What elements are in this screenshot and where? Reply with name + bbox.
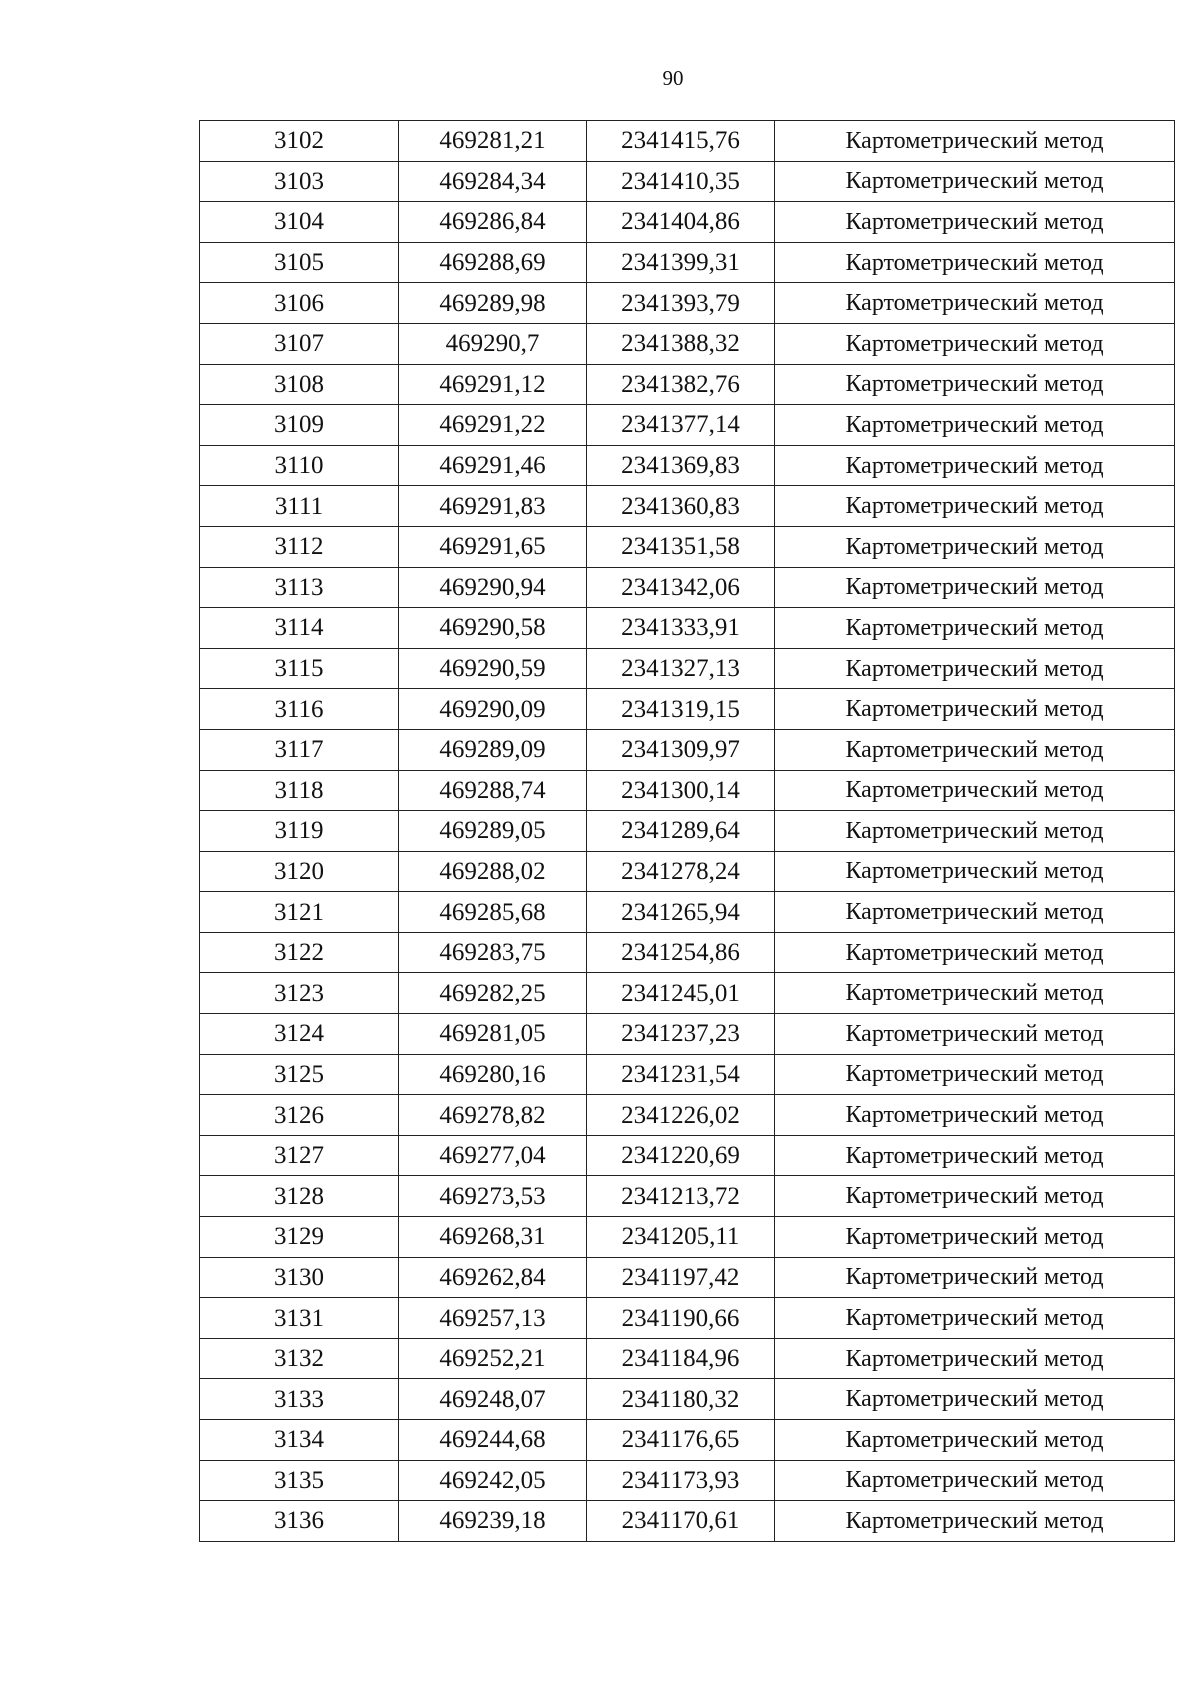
- method-cell: Картометрический метод: [775, 526, 1175, 567]
- point-number-cell: 3128: [200, 1176, 399, 1217]
- x-coordinate-cell: 469283,75: [399, 932, 587, 973]
- table-row: [200, 486, 1175, 527]
- method-cell: Картометрический метод: [775, 283, 1175, 324]
- point-number-cell: 3131: [200, 1298, 399, 1339]
- method-cell: Картометрический метод: [775, 486, 1175, 527]
- x-coordinate-cell: 469290,94: [399, 567, 587, 608]
- x-coordinate-cell: 469281,21: [399, 121, 587, 162]
- method-cell: Картометрический метод: [775, 121, 1175, 162]
- table-row: [200, 161, 1175, 202]
- x-coordinate-cell: 469248,07: [399, 1379, 587, 1420]
- method-cell: Картометрический метод: [775, 242, 1175, 283]
- x-coordinate-cell: 469288,74: [399, 770, 587, 811]
- point-number-cell: 3125: [200, 1054, 399, 1095]
- point-number-cell: 3130: [200, 1257, 399, 1298]
- y-coordinate-cell: 2341173,93: [587, 1460, 775, 1501]
- x-coordinate-cell: 469282,25: [399, 973, 587, 1014]
- y-coordinate-cell: 2341388,32: [587, 323, 775, 364]
- point-number-cell: 3102: [200, 121, 399, 162]
- y-coordinate-cell: 2341351,58: [587, 526, 775, 567]
- method-cell: Картометрический метод: [775, 1501, 1175, 1542]
- point-number-cell: 3126: [200, 1095, 399, 1136]
- table-row: [200, 1501, 1175, 1542]
- y-coordinate-cell: 2341170,61: [587, 1501, 775, 1542]
- point-number-cell: 3112: [200, 526, 399, 567]
- method-cell: Картометрический метод: [775, 1054, 1175, 1095]
- point-number-cell: 3123: [200, 973, 399, 1014]
- y-coordinate-cell: 2341205,11: [587, 1217, 775, 1258]
- method-cell: Картометрический метод: [775, 851, 1175, 892]
- x-coordinate-cell: 469286,84: [399, 202, 587, 243]
- y-coordinate-cell: 2341415,76: [587, 121, 775, 162]
- method-cell: Картометрический метод: [775, 648, 1175, 689]
- method-cell: Картометрический метод: [775, 1095, 1175, 1136]
- y-coordinate-cell: 2341265,94: [587, 892, 775, 933]
- method-cell: Картометрический метод: [775, 1460, 1175, 1501]
- method-cell: Картометрический метод: [775, 202, 1175, 243]
- table-row: [200, 445, 1175, 486]
- point-number-cell: 3127: [200, 1135, 399, 1176]
- point-number-cell: 3117: [200, 729, 399, 770]
- y-coordinate-cell: 2341220,69: [587, 1135, 775, 1176]
- x-coordinate-cell: 469262,84: [399, 1257, 587, 1298]
- method-cell: Картометрический метод: [775, 1176, 1175, 1217]
- point-number-cell: 3114: [200, 608, 399, 649]
- y-coordinate-cell: 2341342,06: [587, 567, 775, 608]
- x-coordinate-cell: 469290,59: [399, 648, 587, 689]
- point-number-cell: 3136: [200, 1501, 399, 1542]
- y-coordinate-cell: 2341213,72: [587, 1176, 775, 1217]
- y-coordinate-cell: 2341237,23: [587, 1014, 775, 1055]
- x-coordinate-cell: 469289,98: [399, 283, 587, 324]
- y-coordinate-cell: 2341309,97: [587, 729, 775, 770]
- table-row: [200, 973, 1175, 1014]
- method-cell: Картометрический метод: [775, 161, 1175, 202]
- table-row: [200, 1176, 1175, 1217]
- y-coordinate-cell: 2341184,96: [587, 1338, 775, 1379]
- x-coordinate-cell: 469288,69: [399, 242, 587, 283]
- table-row: [200, 1217, 1175, 1258]
- method-cell: Картометрический метод: [775, 445, 1175, 486]
- y-coordinate-cell: 2341360,83: [587, 486, 775, 527]
- x-coordinate-cell: 469288,02: [399, 851, 587, 892]
- table-row: [200, 608, 1175, 649]
- coordinates-table: [199, 120, 1175, 1542]
- table-row: [200, 283, 1175, 324]
- method-cell: Картометрический метод: [775, 1338, 1175, 1379]
- table-row: [200, 242, 1175, 283]
- x-coordinate-cell: 469278,82: [399, 1095, 587, 1136]
- y-coordinate-cell: 2341333,91: [587, 608, 775, 649]
- table-row: [200, 1460, 1175, 1501]
- table-row: [200, 405, 1175, 446]
- method-cell: Картометрический метод: [775, 1298, 1175, 1339]
- y-coordinate-cell: 2341410,35: [587, 161, 775, 202]
- x-coordinate-cell: 469289,09: [399, 729, 587, 770]
- method-cell: Картометрический метод: [775, 811, 1175, 852]
- method-cell: Картометрический метод: [775, 729, 1175, 770]
- x-coordinate-cell: 469290,58: [399, 608, 587, 649]
- y-coordinate-cell: 2341377,14: [587, 405, 775, 446]
- point-number-cell: 3103: [200, 161, 399, 202]
- y-coordinate-cell: 2341404,86: [587, 202, 775, 243]
- y-coordinate-cell: 2341278,24: [587, 851, 775, 892]
- method-cell: Картометрический метод: [775, 1135, 1175, 1176]
- point-number-cell: 3124: [200, 1014, 399, 1055]
- coordinates-table-body: [200, 121, 1175, 1542]
- x-coordinate-cell: 469291,65: [399, 526, 587, 567]
- y-coordinate-cell: 2341369,83: [587, 445, 775, 486]
- method-cell: Картометрический метод: [775, 1379, 1175, 1420]
- table-row: [200, 851, 1175, 892]
- table-row: [200, 323, 1175, 364]
- x-coordinate-cell: 469291,22: [399, 405, 587, 446]
- point-number-cell: 3133: [200, 1379, 399, 1420]
- x-coordinate-cell: 469277,04: [399, 1135, 587, 1176]
- method-cell: Картометрический метод: [775, 932, 1175, 973]
- method-cell: Картометрический метод: [775, 1420, 1175, 1461]
- method-cell: Картометрический метод: [775, 405, 1175, 446]
- method-cell: Картометрический метод: [775, 608, 1175, 649]
- x-coordinate-cell: 469284,34: [399, 161, 587, 202]
- y-coordinate-cell: 2341289,64: [587, 811, 775, 852]
- method-cell: Картометрический метод: [775, 689, 1175, 730]
- point-number-cell: 3115: [200, 648, 399, 689]
- point-number-cell: 3109: [200, 405, 399, 446]
- method-cell: Картометрический метод: [775, 323, 1175, 364]
- point-number-cell: 3135: [200, 1460, 399, 1501]
- table-row: [200, 1095, 1175, 1136]
- x-coordinate-cell: 469289,05: [399, 811, 587, 852]
- x-coordinate-cell: 469252,21: [399, 1338, 587, 1379]
- y-coordinate-cell: 2341245,01: [587, 973, 775, 1014]
- y-coordinate-cell: 2341176,65: [587, 1420, 775, 1461]
- table-row: [200, 1014, 1175, 1055]
- table-row: [200, 1135, 1175, 1176]
- point-number-cell: 3134: [200, 1420, 399, 1461]
- point-number-cell: 3119: [200, 811, 399, 852]
- x-coordinate-cell: 469257,13: [399, 1298, 587, 1339]
- table-row: [200, 811, 1175, 852]
- page-number: 90: [662, 66, 684, 90]
- point-number-cell: 3129: [200, 1217, 399, 1258]
- point-number-cell: 3118: [200, 770, 399, 811]
- point-number-cell: 3113: [200, 567, 399, 608]
- method-cell: Картометрический метод: [775, 1014, 1175, 1055]
- table-row: [200, 648, 1175, 689]
- point-number-cell: 3107: [200, 323, 399, 364]
- table-row: [200, 364, 1175, 405]
- x-coordinate-cell: 469291,12: [399, 364, 587, 405]
- table-row: [200, 729, 1175, 770]
- point-number-cell: 3122: [200, 932, 399, 973]
- point-number-cell: 3120: [200, 851, 399, 892]
- table-row: [200, 932, 1175, 973]
- method-cell: Картометрический метод: [775, 892, 1175, 933]
- point-number-cell: 3132: [200, 1338, 399, 1379]
- table-row: [200, 1338, 1175, 1379]
- point-number-cell: 3121: [200, 892, 399, 933]
- table-row: [200, 1257, 1175, 1298]
- table-row: [200, 1420, 1175, 1461]
- point-number-cell: 3105: [200, 242, 399, 283]
- table-row: [200, 689, 1175, 730]
- y-coordinate-cell: 2341393,79: [587, 283, 775, 324]
- x-coordinate-cell: 469244,68: [399, 1420, 587, 1461]
- y-coordinate-cell: 2341197,42: [587, 1257, 775, 1298]
- y-coordinate-cell: 2341327,13: [587, 648, 775, 689]
- table-row: [200, 1054, 1175, 1095]
- y-coordinate-cell: 2341231,54: [587, 1054, 775, 1095]
- table-row: [200, 770, 1175, 811]
- point-number-cell: 3116: [200, 689, 399, 730]
- method-cell: Картометрический метод: [775, 973, 1175, 1014]
- x-coordinate-cell: 469291,46: [399, 445, 587, 486]
- x-coordinate-cell: 469273,53: [399, 1176, 587, 1217]
- table-row: [200, 1298, 1175, 1339]
- point-number-cell: 3104: [200, 202, 399, 243]
- method-cell: Картометрический метод: [775, 770, 1175, 811]
- y-coordinate-cell: 2341226,02: [587, 1095, 775, 1136]
- table-row: [200, 202, 1175, 243]
- point-number-cell: 3106: [200, 283, 399, 324]
- table-row: [200, 526, 1175, 567]
- y-coordinate-cell: 2341190,66: [587, 1298, 775, 1339]
- point-number-cell: 3111: [200, 486, 399, 527]
- x-coordinate-cell: 469242,05: [399, 1460, 587, 1501]
- x-coordinate-cell: 469268,31: [399, 1217, 587, 1258]
- table-row: [200, 567, 1175, 608]
- table-row: [200, 121, 1175, 162]
- y-coordinate-cell: 2341399,31: [587, 242, 775, 283]
- y-coordinate-cell: 2341300,14: [587, 770, 775, 811]
- method-cell: Картометрический метод: [775, 567, 1175, 608]
- x-coordinate-cell: 469291,83: [399, 486, 587, 527]
- x-coordinate-cell: 469239,18: [399, 1501, 587, 1542]
- method-cell: Картометрический метод: [775, 1257, 1175, 1298]
- y-coordinate-cell: 2341254,86: [587, 932, 775, 973]
- y-coordinate-cell: 2341319,15: [587, 689, 775, 730]
- x-coordinate-cell: 469280,16: [399, 1054, 587, 1095]
- method-cell: Картометрический метод: [775, 1217, 1175, 1258]
- x-coordinate-cell: 469290,09: [399, 689, 587, 730]
- point-number-cell: 3110: [200, 445, 399, 486]
- x-coordinate-cell: 469290,7: [399, 323, 587, 364]
- method-cell: Картометрический метод: [775, 364, 1175, 405]
- y-coordinate-cell: 2341382,76: [587, 364, 775, 405]
- table-row: [200, 892, 1175, 933]
- y-coordinate-cell: 2341180,32: [587, 1379, 775, 1420]
- x-coordinate-cell: 469281,05: [399, 1014, 587, 1055]
- table-row: [200, 1379, 1175, 1420]
- point-number-cell: 3108: [200, 364, 399, 405]
- x-coordinate-cell: 469285,68: [399, 892, 587, 933]
